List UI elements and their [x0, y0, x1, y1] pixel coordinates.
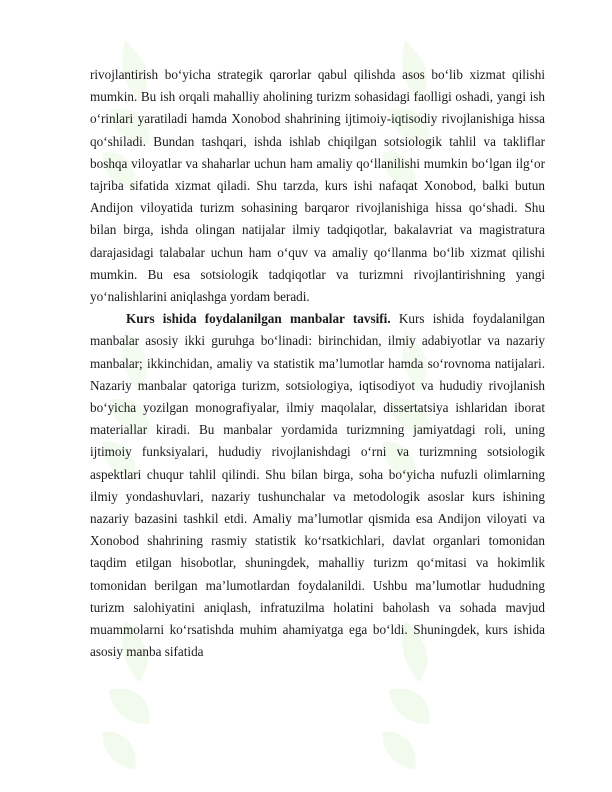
- sources-description-paragraph: [90, 308, 545, 663]
- body-paragraph: rivojlantirish bo‘yicha strategik qarorlar qabul qilishda asos bo‘lib xizmat qilishi mumkin. Bu ish orqali mahalliy aholining turizm sohasidagi faolligi oshadi, yangi ish o‘rinlari yaratiladi hamda Xonobod shahrining ijtimoiy-iqtisodiy rivojlanishiga hissa qo‘shiladi. Bundan tashqari, ishda ishlab chiqilgan sotsiologik tahlil va takliflar boshqa viloyatlar va shaharlar uchun ham amaliy qo‘llanilishi mumkin bo‘lgan ilg‘or tajriba sifatida xizmat qiladi. Shu tarzda, kurs ishi nafaqat Xonobod, balki butun Andijon viloyatida turizm sohasining barqaror rivojlanishiga hissa qo‘shadi. Shu bilan birga, ishda olingan natijalar ilmiy tadqiqotlar, bakalavriat va magistratura darajasidagi talabalar uchun ham o‘quv va amaliy qo‘llanma bo‘lib xizmat qilishi mumkin. Bu esa sotsiologik tadqiqotlar va turizmni rivojlantirishning yangi yo‘nalishlarini aniqlashga yordam beradi.: [90, 67, 545, 305]
- section-heading-inline: Kurs ishida foydalanilgan manbalar tavsifi.: [126, 311, 391, 327]
- document-body: [90, 64, 545, 663]
- sources-description-text: Kurs ishida foydalanilgan manbalar asosiy ikki guruhga bo‘linadi: birinchidan, ilmiy adabiyotlar va nazariy manbalar; ikkinchidan, amaliy va statistik ma’lumotlar hamda so‘rovnoma natijalari. Nazariy manbalar qatoriga turizm, sotsiologiya, iqtisodiyot va hududiy rivojlanish bo‘yicha yozilgan monografiyalar, ilmiy maqolalar, dissertatsiya ishlaridan iborat materiallar kiradi. Bu manbalar yordamida turizmning jamiyatdagi roli, uning ijtimoiy funksiyalari, hududiy rivojlanishdagi o‘rni va turizmning sotsiologik aspektlari chuqur tahlil qilindi. Shu bilan birga, soha bo‘yicha nufuzli olimlarning ilmiy yondashuvlari, nazariy tushunchalar va metodologik asoslar kurs ishining nazariy bazasini tashkil etdi. Amaliy ma’lumotlar qismida esa Andijon viloyati va Xonobod shahrining rasmiy statistik ko‘rsatkichlari, davlat organlari tomonidan taqdim etilgan hisobotlar, shuningdek, mahalliy turizm qo‘mitasi va hokimlik tomonidan berilgan ma’lumotlardan foydalanildi. Ushbu ma’lumotlar hududning turizm salohiyatini aniqlash, infratuzilma holatini baholash va sohada mavjud muammolarni ko‘rsatishda muhim ahamiyatga ega bo‘ldi. Shuningdek, kurs ishida asosiy manba sifatida: [90, 311, 545, 660]
